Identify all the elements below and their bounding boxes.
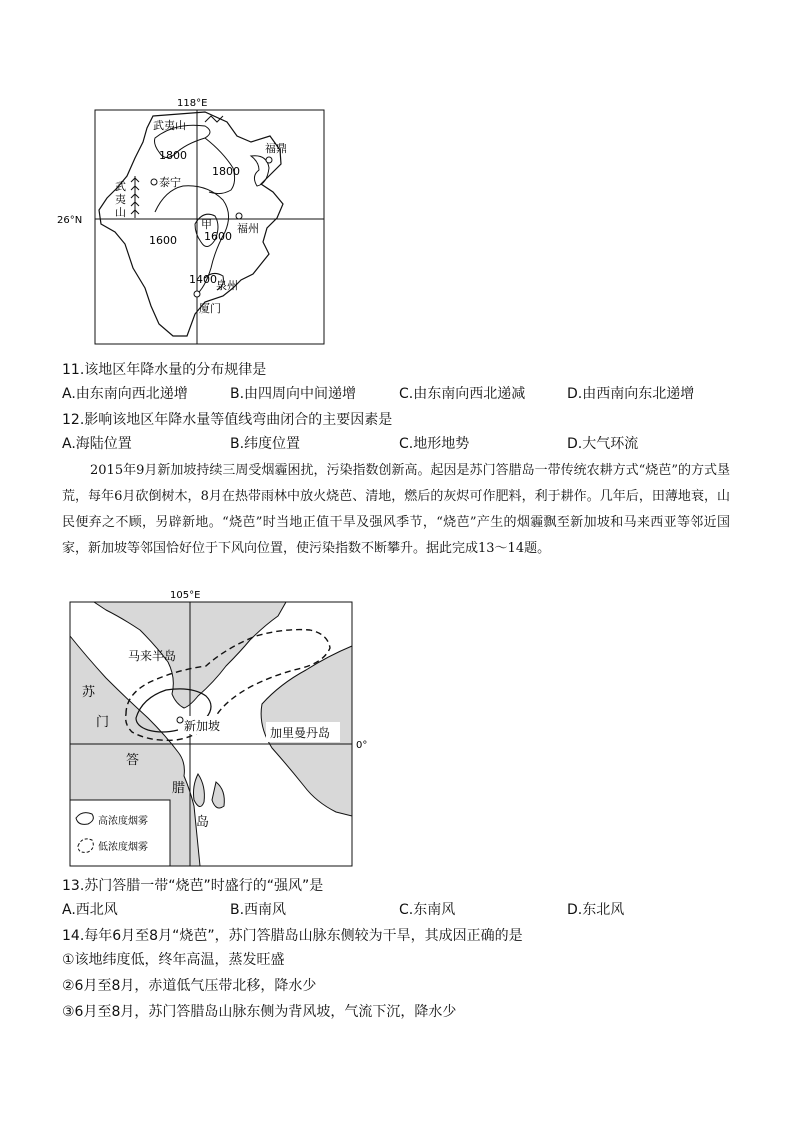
q12-option-a[interactable]: A.海陆位置 xyxy=(62,436,132,452)
q12-option-d[interactable]: D.大气环流 xyxy=(567,436,639,452)
label-jia: 甲 xyxy=(201,218,212,231)
city-fuzhou-marker xyxy=(236,213,242,219)
label-1400: 1400 xyxy=(189,273,217,286)
q11-option-d[interactable]: D.由西南向东北递增 xyxy=(567,386,695,402)
q14-item-1: ①该地纬度低，终年高温，蒸发旺盛 xyxy=(62,952,285,968)
passage-text: 2015年9月新加坡持续三周受烟霾困扰，污染指数创新高。起因是苏门答腊岛一带传统农耕方式“烧芭”的方式垦荒，每年6月砍倒树木，8月在热带雨林中放火烧芭、清地，燃后的灰烬可作肥料，利于耕作。几年后，田薄地衰，山民便弃之不顾，另辟新地。“烧芭”时当地正值干旱及强风季节，“烧芭”产生的烟霾飘至新加坡和马来西亚等邻近国家，新加坡等邻国恰好位于下风向位置，使污染指数不断攀升。据此完成13～14题。 xyxy=(62,463,730,556)
q11-options xyxy=(62,384,762,404)
label-wuyishan-side-1: 武 xyxy=(115,180,126,193)
city-taining-marker xyxy=(151,179,157,185)
label-sumatra-2: 门 xyxy=(96,715,110,730)
q12-option-c[interactable]: C.地形地势 xyxy=(399,436,470,452)
label-1600-a: 1600 xyxy=(149,234,177,247)
legend-low-label: 低浓度烟雾 xyxy=(98,842,148,853)
label-fuding: 福鼎 xyxy=(265,142,287,155)
singapore-marker xyxy=(177,717,183,723)
map2-legend xyxy=(70,800,170,866)
label-singapore: 新加坡 xyxy=(184,719,221,733)
label-wuyishan-side-2: 夷 xyxy=(115,193,126,206)
label-malay-peninsula: 马来半岛 xyxy=(128,649,177,663)
label-sumatra-4: 腊 xyxy=(172,781,186,796)
label-1800-b: 1800 xyxy=(212,165,240,178)
map2-longitude-label: 105°E xyxy=(170,590,201,601)
q11-option-a[interactable]: A.由东南向西北递增 xyxy=(62,386,188,402)
q13-option-a[interactable]: A.西北风 xyxy=(62,902,118,918)
map1-longitude-label: 118°E xyxy=(177,98,208,109)
city-fuding-marker xyxy=(266,157,272,163)
q13-option-d[interactable]: D.东北风 xyxy=(567,902,625,918)
label-sumatra-1: 苏 xyxy=(82,685,96,700)
passage xyxy=(62,458,730,562)
singapore-haze-map xyxy=(66,586,378,870)
legend-high-label: 高浓度烟雾 xyxy=(98,816,148,827)
label-sumatra-3: 答 xyxy=(126,753,140,768)
city-xiamen-marker xyxy=(194,291,200,297)
q12-stem: 12.影响该地区年降水量等值线弯曲闭合的主要因素是 xyxy=(62,412,393,428)
q13-options xyxy=(62,900,762,920)
q14-stem: 14.每年6月至8月“烧芭”，苏门答腊岛山脉东侧较为干旱，其成因正确的是 xyxy=(62,928,523,944)
label-taining: 泰宁 xyxy=(159,176,181,189)
q12-option-b[interactable]: B.纬度位置 xyxy=(230,436,301,452)
q11-option-b[interactable]: B.由四周向中间递增 xyxy=(230,386,357,402)
label-1600-b: 1600 xyxy=(204,230,232,243)
label-wuyishan-top: 武夷山 xyxy=(153,119,186,132)
label-fuzhou: 福州 xyxy=(237,222,259,235)
label-kalimantan: 加里曼丹岛 xyxy=(270,726,331,740)
label-wuyishan-side-3: 山 xyxy=(115,206,126,219)
q14-item-2: ②6月至8月，赤道低气压带北移，降水少 xyxy=(62,978,317,994)
label-quanzhou: 泉州 xyxy=(216,279,238,292)
fujian-precipitation-map xyxy=(55,92,335,350)
q13-option-c[interactable]: C.东南风 xyxy=(399,902,456,918)
q13-option-b[interactable]: B.西南风 xyxy=(230,902,287,918)
map2-equator-label: 0° xyxy=(356,740,368,751)
q13-stem: 13.苏门答腊一带“烧芭”时盛行的“强风”是 xyxy=(62,878,324,894)
q11-option-c[interactable]: C.由东南向西北递减 xyxy=(399,386,526,402)
label-sumatra-5: 岛 xyxy=(196,815,210,830)
q12-options xyxy=(62,434,762,454)
label-xiamen: 厦门 xyxy=(199,302,221,315)
map1-latitude-label: 26°N xyxy=(57,215,83,226)
q11-stem: 11.该地区年降水量的分布规律是 xyxy=(62,362,267,378)
label-1800-a: 1800 xyxy=(159,149,187,162)
q14-item-3: ③6月至8月，苏门答腊岛山脉东侧为背风坡，气流下沉，降水少 xyxy=(62,1004,457,1020)
